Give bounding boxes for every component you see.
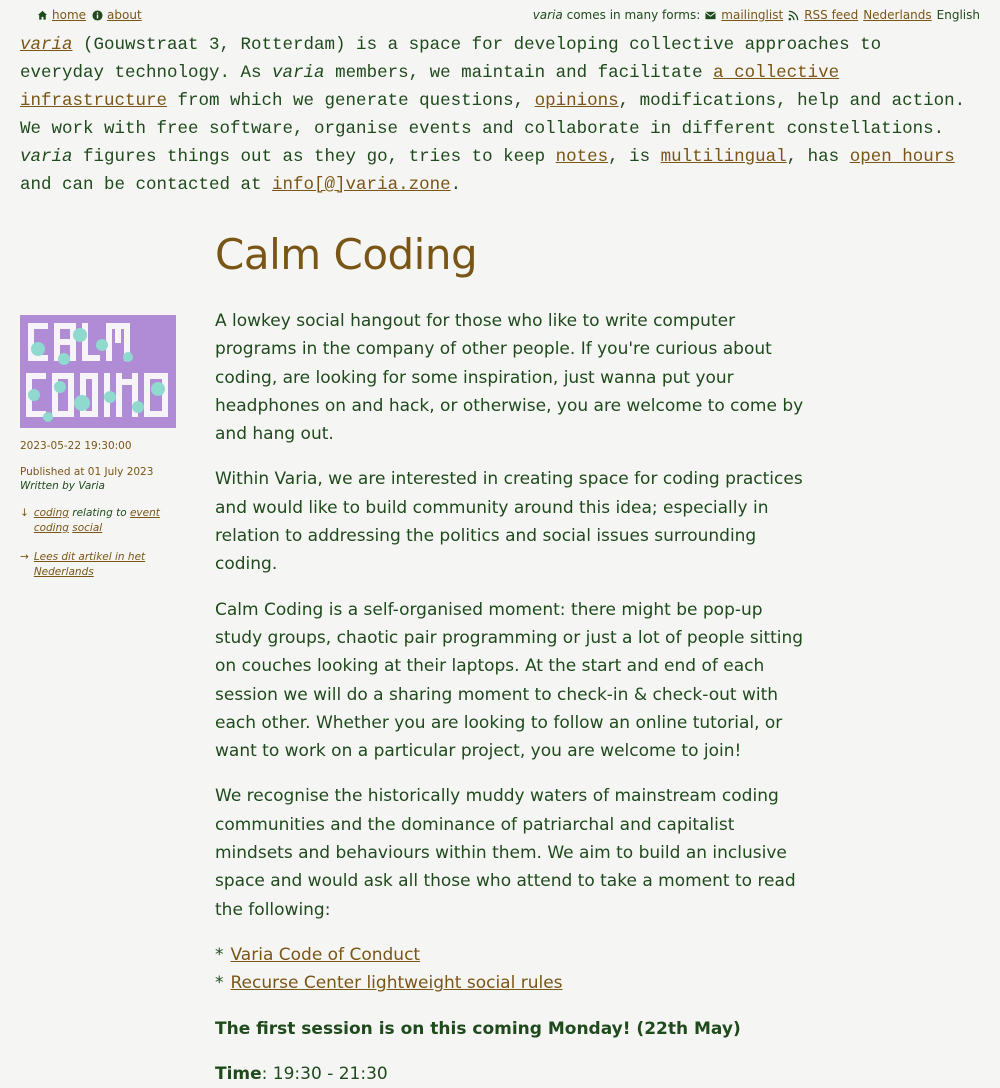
article-paragraph-1: A lowkey social hangout for those who like to write computer programs in the company of other people. If you're curious about coding, are looking for some inspiration, just wanna put your headphones on and hack, or otherwise, you are welcome to come by and hang out. [215,311,804,445]
collective-infrastructure-link[interactable]: a collective infrastructure [20,63,840,111]
translation-line [20,550,190,580]
list-item [215,941,805,969]
intro-text: members, we maintain and facilitate [324,63,714,83]
calm-coding-artwork [20,315,176,428]
intro-text: , is [608,147,661,167]
lang-en-current: English [936,8,980,22]
nav-about[interactable] [92,8,142,22]
article-title: Calm Coding [215,230,478,279]
brand-text: varia [272,63,325,83]
home-link[interactable]: home [52,8,87,22]
intro-text: from which we generate questions, [167,91,535,111]
rss-icon [788,10,799,21]
multilingual-link[interactable]: multilingual [660,147,787,167]
tags-line [20,506,190,536]
time-label: Time [215,1063,262,1084]
intro-text: figures things out as they go, tries to keep [72,147,556,167]
envelope-icon [705,10,716,21]
tag-coding-link-2[interactable]: coding [33,522,69,534]
time-line [215,1060,805,1088]
brand-text: varia [20,35,73,55]
forms-text [533,8,701,22]
tags-relating: relating to [68,507,130,519]
published-date: Published at 01 July 2023 [20,466,154,478]
top-nav [0,8,1000,26]
first-session-note: The first session is on this coming Monday! (22th May) [215,1018,741,1039]
author-line: Written by Varia [20,480,105,492]
bullet: * [215,944,224,965]
arrow-down-icon: ↓ [20,507,29,519]
dutch-version-link[interactable]: Lees dit artikel in het Nederlands [33,551,146,578]
bullet: * [215,973,224,994]
about-link[interactable]: about [107,8,142,22]
home-icon [37,10,48,21]
forms-label: comes in many forms: [566,8,701,22]
rss-link[interactable]: RSS feed [804,8,859,22]
tag-coding-link[interactable]: coding [33,507,69,519]
event-datetime: 2023-05-22 19:30:00 [20,440,132,452]
intro-text: . [450,175,462,195]
intro-text: and can be contacted at [20,175,273,195]
varia-brand-link[interactable] [20,35,73,55]
opinions-link[interactable]: opinions [534,91,619,111]
site-intro [20,31,970,199]
mailinglist-link[interactable]: mailinglist [721,8,784,22]
nav-home[interactable] [37,8,86,22]
recurse-rules-link[interactable]: Recurse Center lightweight social rules [230,973,563,994]
article-sidebar [20,315,190,580]
article-paragraph-4: We recognise the historically muddy waters of mainstream coding communities and the dominance of patriarchal and capitalist mindsets and behaviours within them. We aim to build an inclusive space and would ask all those who attend to take a moment to read the following: [215,786,796,920]
time-value: : 19:30 - 21:30 [261,1063,388,1084]
intro-text: , has [786,147,850,167]
brand-text: varia [20,147,73,167]
article-thumbnail [20,315,176,428]
tags-text [34,506,190,536]
nav-left [37,8,142,22]
open-hours-link[interactable]: open hours [849,147,955,167]
info-icon [92,10,103,21]
article-paragraph-3: Calm Coding is a self-organised moment: there might be pop-up study groups, chaotic pair programming or just a lot of people sitting on couches looking at their laptops. At the start and end of each session we will do a sharing moment to check-in & check-out with each other. Whether you are looking to follow an online tutorial, or want to work on a particular project, you are welcome to join! [215,599,804,762]
intro-text: (Gouwstraat 3, Rotterdam) is a space for developing collective approaches to everyday technology. As [20,35,882,83]
notes-link[interactable]: notes [555,147,609,167]
article-main [215,225,805,1088]
forms-brand: varia [532,8,563,22]
arrow-right-icon: → [20,551,29,563]
intro-text: , modifications, help and action. We work with free software, organise events and collaborate in different constellations. [20,91,966,139]
list-item [215,969,805,997]
tag-event-link[interactable]: event [129,507,160,519]
lang-nl-link[interactable]: Nederlands [863,8,932,22]
article-paragraph-2: Within Varia, we are interested in creating space for coding practices and would like to build community around this idea; especially in relation to addressing the politics and social issues surrounding coding. [215,469,803,575]
code-of-conduct-link[interactable]: Varia Code of Conduct [230,944,421,965]
nav-right [533,8,980,22]
tag-social-link[interactable]: social [72,522,103,534]
email-link[interactable]: info[@]varia.zone [272,175,451,195]
links-list [215,941,805,998]
